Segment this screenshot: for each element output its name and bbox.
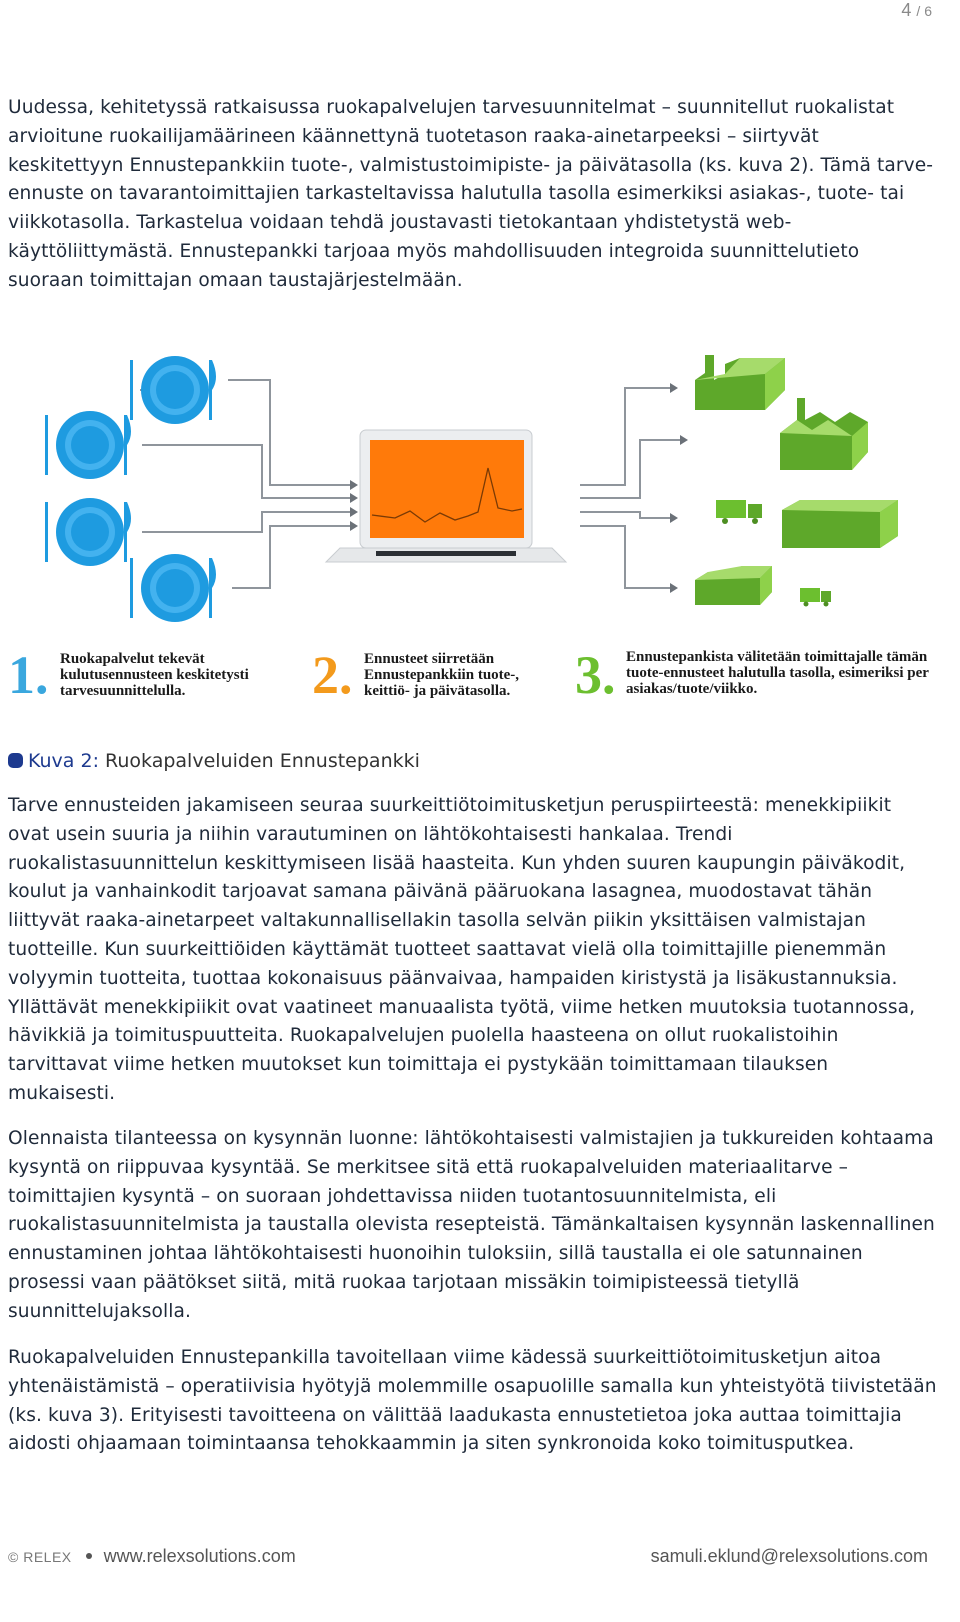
connector-arrowheads-left	[350, 480, 358, 531]
truck-icon	[716, 500, 762, 524]
page-total: / 6	[916, 3, 932, 19]
caption-label: Kuva 2:	[28, 750, 99, 772]
plate-icon	[130, 554, 216, 622]
page-number	[901, 0, 932, 21]
step-2-number: 2.	[312, 645, 353, 705]
laptop-icon	[326, 430, 566, 562]
figure-illustration	[0, 340, 940, 640]
caption-title: Ruokapalveluiden Ennustepankki	[105, 750, 420, 772]
plate-icons	[45, 356, 216, 622]
footer-left	[8, 1546, 296, 1567]
step-1-number: 1.	[8, 645, 49, 705]
warehouse-icon	[782, 500, 898, 548]
page-current: 4	[901, 0, 912, 20]
paragraph-goals: Ruokapalveluiden Ennustepankilla tavoitellaan viime kädessä suurkeittiötoimitusketjun aitoa yhtenäistämistä – operatiivisia hyötyjä molemmille osapuolille samalla kun yhteistyötä tiivistetään (ks. kuva 3). Erityisesti tavoitteena on välittää laadukasta ennustetietoa joka auttaa toimittajia aidosti ohjaamaan toimintaansa tehokkaammin ja siten synkronoida koko toimitusputkea.	[8, 1347, 937, 1455]
footer-brand: © RELEX	[8, 1549, 72, 1565]
step-1-text: Ruokapalvelut tekevät kulutusennusteen keskitetysti tarvesuunnittelulla.	[60, 651, 249, 699]
factory-icons	[695, 355, 898, 607]
figure-caption	[8, 747, 420, 775]
paragraph-dependent-demand: Olennaista tilanteessa on kysynnän luonne: lähtökohtaisesti valmistajien ja tukkureiden kohtaama kysyntä on riippuvaa kysyntää. Se merkitsee sitä että ruokapalveluiden materiaalitarve – toimittajien kysyntä – on suoraan johdettavissa niiden tuotantosuunnitelmista, eli ruokalistasuunnitelmista ja taustalla olevista resepteistä. Tämänkaltaisen kysynnän laskennallinen ennustaminen johtaa lähtökohtaisesti huonoihin tuloksiin, sillä taustalla ei ole satunnainen prosessi vaan päätökset siitä, mitä ruokaa tarjotaan missäkin toimipisteessä tietyllä suunnittelujaksolla.	[8, 1128, 935, 1322]
step-3-number: 3.	[575, 645, 616, 705]
plate-icon	[45, 498, 131, 566]
paragraph-intro: Uudessa, kehitetyssä ratkaisussa ruokapalvelujen tarvesuunnitelmat – suunnitellut ruokalistat arvioitune ruokailijamäärineen käännettynä tuotetason raaka-ainetarpeeksi – siirtyvät keskitettyyn Ennustepankkiin tuote-, valmistustoimipiste- ja päivätasolla (ks. kuva 2). Tämä tarve-ennuste on tavarantoimittajien tarkasteltavissa halutulla tasolla esimerkiksi asiakas-, tuote- tai viikkotasolla. Tarkastelua voidaan tehdä joustavasti tietokantaan yhdistetystä web-käyttöliittymästä. Ennustepankki tarjoaa myös mahdollisuuden integroida suunnittelutieto suoraan toimittajan omaan taustajärjestelmään.	[8, 97, 934, 291]
factory-icon	[695, 355, 785, 410]
plate-icon	[130, 356, 216, 424]
connector-arrowheads-right	[670, 383, 688, 593]
paragraph-demand-peaks: Tarve ennusteiden jakamiseen seuraa suurkeittiötoimitusketjun peruspiirteestä: menekkipiikit ovat usein suuria ja niihin varautuminen on lähtökohtaisesti hankalaa. Trendi ruokalistasuunnittelun keskittymiseen lisää haasteita. Kun yhden suuren kaupungin päiväkodit, koulut ja vanhainkodit tarjoavat samana päivänä pääruokana lasagnea, muodostavat tähän liittyvät raaka-ainetarpeet valtakunnallisellakin tasolla selvän piikin yksittäisen valmistajan tuotteille. Kun suurkeittiöiden käyttämät tuotteet saattavat vielä olla toimittajille pienemmän volyymin tuotteita, tuottaa kokonaisuus päänvaivaa, hampaiden kiristystä ja lisäkustannuksia. Yllättävät menekkipiikit ovat vaatineet manuaalista työtä, viime hetken muutoksia tuotannossa, hävikkiä ja toimituspuutteita. Ruokapalvelujen puolella haasteena on ollut ruokalistoihin tarvittavat viime hetken muutokset kun toimittaja ei pystykään toimittamaan tilauksen mukaisesti.	[8, 795, 916, 1104]
footer-email-link[interactable]: samuli.eklund@relexsolutions.com	[650, 1546, 928, 1566]
footer-website-link[interactable]: www.relexsolutions.com	[103, 1546, 296, 1566]
footer-separator-icon	[86, 1553, 92, 1559]
caption-bullet-icon	[8, 753, 23, 768]
connector-lines-right	[580, 388, 680, 588]
step-3-text: Ennustepankista välitetään toimittajalle tämän tuote-ennusteet halutulla tasolla, esimeriksi per asiakas/tuote/viikko.	[626, 649, 929, 697]
truck-icon	[800, 588, 831, 607]
plate-icon	[45, 411, 131, 479]
warehouse-icon	[695, 566, 772, 605]
factory-icon	[780, 398, 868, 470]
step-2-text: Ennusteet siirretään Ennustepankkiin tuote-, keittiö- ja päivätasolla.	[364, 651, 520, 699]
